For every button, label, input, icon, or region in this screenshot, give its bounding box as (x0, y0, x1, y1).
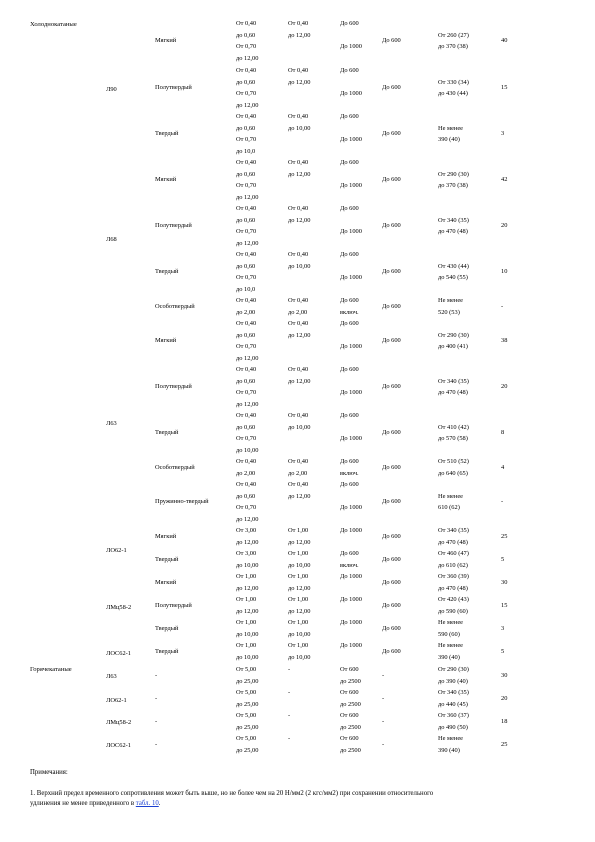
thickness-cell: до 10,00 (236, 654, 259, 661)
length-cell: До 600 (382, 429, 401, 436)
width-cell: до 10,00 (288, 654, 311, 661)
thickness-cell: до 10,00 (236, 631, 259, 638)
state-cell: Мягкий (155, 176, 177, 183)
thickness-cell: От 1,00 (236, 573, 257, 580)
elongation-cell: - (501, 498, 504, 505)
thickness-cell: От 0,40 (236, 159, 257, 166)
size-cell: До 600 (340, 297, 359, 304)
strength-cell: От 330 (34) (438, 79, 469, 86)
size-cell: До 1000 (340, 504, 362, 511)
width-cell: От 1,00 (288, 642, 309, 649)
strength-cell: От 340 (35) (438, 217, 469, 224)
size-cell: До 1000 (340, 228, 362, 235)
thickness-cell: От 5,00 (236, 712, 257, 719)
width-cell: От 0,40 (288, 366, 309, 373)
length-cell: - (382, 718, 385, 725)
strength-cell: до 470 (48) (438, 389, 468, 396)
size-cell: До 600 (340, 159, 359, 166)
thickness-cell: до 12,00 (236, 516, 259, 523)
state-cell: Мягкий (155, 337, 177, 344)
strength-cell: От 290 (30) (438, 332, 469, 339)
size-cell: до 2500 (340, 701, 361, 708)
width-cell: От 0,40 (288, 159, 309, 166)
thickness-cell: От 0,40 (236, 113, 257, 120)
size-cell: До 600 (340, 412, 359, 419)
width-cell: От 1,00 (288, 550, 309, 557)
thickness-cell: до 10,00 (236, 447, 259, 454)
length-cell: До 600 (382, 130, 401, 137)
thickness-cell: От 0,40 (236, 412, 257, 419)
elongation-cell: 20 (501, 695, 508, 702)
width-cell: до 2,00 (288, 309, 308, 316)
length-cell: До 600 (382, 556, 401, 563)
elongation-cell: 10 (501, 268, 508, 275)
width-cell: От 0,40 (288, 297, 309, 304)
strength-cell: до 390 (40) (438, 678, 468, 685)
width-cell: - (288, 735, 291, 742)
strength-cell: до 370 (38) (438, 43, 468, 50)
thickness-cell: От 0,70 (236, 136, 257, 143)
length-cell: До 600 (382, 383, 401, 390)
strength-cell: Не менее (438, 125, 464, 132)
size-cell: От 600 (340, 712, 359, 719)
elongation-cell: 25 (501, 533, 508, 540)
width-cell: до 10,00 (288, 263, 311, 270)
state-cell: Мягкий (155, 579, 177, 586)
strength-cell: От 420 (43) (438, 596, 469, 603)
size-cell: До 1000 (340, 619, 362, 626)
size-cell: До 1000 (340, 43, 362, 50)
thickness-cell: От 0,40 (236, 366, 257, 373)
thickness-cell: до 12,00 (236, 102, 259, 109)
strength-cell: до 430 (44) (438, 90, 468, 97)
thickness-cell: до 25,00 (236, 678, 259, 685)
length-cell: До 600 (382, 579, 401, 586)
state-cell: Мягкий (155, 533, 177, 540)
strength-cell: От 290 (30) (438, 171, 469, 178)
width-cell: до 10,00 (288, 125, 311, 132)
section-hot-rolled: Горячекатаные (30, 666, 72, 673)
thickness-cell: до 0,60 (236, 378, 256, 385)
thickness-cell: От 0,70 (236, 343, 257, 350)
size-cell: До 1000 (340, 90, 362, 97)
strength-cell: 520 (53) (438, 309, 460, 316)
state-cell: Полутвердый (155, 222, 192, 229)
grade-los62-hot: ЛОС62-1 (106, 742, 132, 749)
state-cell: Твердый (155, 625, 179, 632)
thickness-cell: до 10,00 (236, 562, 259, 569)
width-cell: до 12,00 (288, 539, 311, 546)
width-cell: - (288, 689, 291, 696)
thickness-cell: до 10,0 (236, 148, 256, 155)
thickness-cell: От 0,40 (236, 320, 257, 327)
length-cell: До 600 (382, 498, 401, 505)
state-cell: Пружинно-твердый (155, 498, 209, 505)
length-cell: До 600 (382, 602, 401, 609)
size-cell: До 1000 (340, 343, 362, 350)
length-cell: - (382, 741, 385, 748)
strength-cell: до 440 (45) (438, 701, 468, 708)
strength-cell: до 610 (62) (438, 562, 468, 569)
width-cell: От 0,40 (288, 205, 309, 212)
width-cell: От 0,40 (288, 20, 309, 27)
strength-cell: От 430 (44) (438, 263, 469, 270)
state-cell: Особотвердый (155, 303, 195, 310)
section-cold-rolled: Холоднокатаные (30, 21, 77, 28)
state-cell: Твердый (155, 648, 179, 655)
strength-cell: От 340 (35) (438, 378, 469, 385)
size-cell: До 600 (340, 320, 359, 327)
width-cell: От 0,40 (288, 67, 309, 74)
elongation-cell: 15 (501, 84, 508, 91)
size-cell: До 600 (340, 481, 359, 488)
thickness-cell: до 10,0 (236, 286, 256, 293)
size-cell: До 1000 (340, 136, 362, 143)
strength-cell: до 470 (48) (438, 228, 468, 235)
strength-cell: 390 (40) (438, 747, 460, 754)
table-10-link[interactable]: табл. 10 (135, 800, 159, 807)
size-cell: включ. (340, 309, 359, 316)
elongation-cell: 25 (501, 741, 508, 748)
size-cell: включ. (340, 470, 359, 477)
thickness-cell: до 0,60 (236, 332, 256, 339)
state-cell: Твердый (155, 130, 179, 137)
thickness-cell: до 12,00 (236, 355, 259, 362)
state-cell: Твердый (155, 268, 179, 275)
width-cell: до 10,00 (288, 631, 311, 638)
width-cell: От 1,00 (288, 619, 309, 626)
thickness-cell: до 2,00 (236, 470, 256, 477)
thickness-cell: до 12,00 (236, 539, 259, 546)
thickness-cell: до 12,00 (236, 194, 259, 201)
thickness-cell: до 25,00 (236, 747, 259, 754)
size-cell: включ. (340, 562, 359, 569)
thickness-cell: От 0,40 (236, 205, 257, 212)
note-line-1: 1. Верхний предел временного сопротивления может быть выше, но не более чем на 20 Н/мм2 (2 кгс/мм2) при сохранении относительного (30, 790, 434, 797)
length-cell: До 600 (382, 176, 401, 183)
grade-lo62-hot: ЛО62-1 (106, 697, 127, 704)
size-cell: До 600 (340, 366, 359, 373)
width-cell: до 2,00 (288, 470, 308, 477)
size-cell: До 600 (340, 20, 359, 27)
note-line-2-text: удлинения не менее приведенного в (30, 800, 136, 807)
thickness-cell: до 12,00 (236, 608, 259, 615)
thickness-cell: От 0,70 (236, 504, 257, 511)
grade-l63: Л63 (106, 420, 117, 427)
strength-cell: Не менее (438, 619, 464, 626)
width-cell: до 10,00 (288, 562, 311, 569)
width-cell: От 0,40 (288, 320, 309, 327)
strength-cell: до 470 (48) (438, 585, 468, 592)
width-cell: От 1,00 (288, 527, 309, 534)
thickness-cell: От 0,70 (236, 43, 257, 50)
width-cell: до 12,00 (288, 79, 311, 86)
size-cell: До 1000 (340, 274, 362, 281)
elongation-cell: 4 (501, 464, 505, 471)
thickness-cell: до 25,00 (236, 724, 259, 731)
thickness-cell: до 0,60 (236, 424, 256, 431)
width-cell: - (288, 666, 291, 673)
width-cell: - (288, 712, 291, 719)
size-cell: От 600 (340, 689, 359, 696)
width-cell: до 12,00 (288, 217, 311, 224)
grade-lmc58-hot: ЛМц58-2 (106, 719, 132, 726)
width-cell: до 12,00 (288, 32, 311, 39)
size-cell: До 1000 (340, 389, 362, 396)
size-cell: До 600 (340, 550, 359, 557)
width-cell: до 12,00 (288, 378, 311, 385)
thickness-cell: до 0,60 (236, 125, 256, 132)
thickness-cell: От 5,00 (236, 666, 257, 673)
grade-l68: Л68 (106, 236, 117, 243)
thickness-cell: От 0,40 (236, 67, 257, 74)
grade-lmc58: ЛМц58-2 (106, 604, 132, 611)
state-cell: Полутвердый (155, 602, 192, 609)
grade-los62: ЛОС62-1 (106, 650, 132, 657)
thickness-cell: до 12,00 (236, 240, 259, 247)
elongation-cell: 18 (501, 718, 508, 725)
strength-cell: до 400 (41) (438, 343, 468, 350)
thickness-cell: От 0,40 (236, 251, 257, 258)
size-cell: До 1000 (340, 527, 362, 534)
thickness-cell: От 0,40 (236, 297, 257, 304)
thickness-cell: От 0,40 (236, 481, 257, 488)
size-cell: От 600 (340, 735, 359, 742)
thickness-cell: От 0,70 (236, 389, 257, 396)
strength-cell: Не менее (438, 735, 464, 742)
size-cell: До 1000 (340, 642, 362, 649)
state-cell: - (155, 695, 158, 702)
length-cell: До 600 (382, 84, 401, 91)
width-cell: От 1,00 (288, 596, 309, 603)
strength-cell: до 590 (60) (438, 608, 468, 615)
thickness-cell: От 5,00 (236, 689, 257, 696)
elongation-cell: 20 (501, 383, 508, 390)
strength-cell: От 410 (42) (438, 424, 469, 431)
thickness-cell: От 5,00 (236, 735, 257, 742)
size-cell: До 600 (340, 67, 359, 74)
elongation-cell: 20 (501, 222, 508, 229)
thickness-cell: От 0,40 (236, 458, 257, 465)
strength-cell: От 460 (47) (438, 550, 469, 557)
thickness-cell: до 2,00 (236, 309, 256, 316)
strength-cell: 610 (62) (438, 504, 460, 511)
strength-cell: 390 (40) (438, 654, 460, 661)
strength-cell: От 340 (35) (438, 689, 469, 696)
size-cell: До 1000 (340, 596, 362, 603)
strength-cell: От 360 (37) (438, 712, 469, 719)
thickness-cell: до 25,00 (236, 701, 259, 708)
size-cell: До 1000 (340, 182, 362, 189)
size-cell: до 2500 (340, 678, 361, 685)
elongation-cell: 38 (501, 337, 508, 344)
note-line-2-end: . (158, 800, 161, 807)
elongation-cell: - (501, 303, 504, 310)
state-cell: - (155, 741, 158, 748)
grade-lo62: ЛО62-1 (106, 547, 127, 554)
state-cell: - (155, 672, 158, 679)
state-cell: Особотвердый (155, 464, 195, 471)
state-cell: Твердый (155, 429, 179, 436)
length-cell: До 600 (382, 625, 401, 632)
strength-cell: 390 (40) (438, 136, 460, 143)
width-cell: От 0,40 (288, 481, 309, 488)
thickness-cell: От 0,70 (236, 435, 257, 442)
length-cell: - (382, 695, 385, 702)
strength-cell: Не менее (438, 642, 464, 649)
thickness-cell: От 1,00 (236, 596, 257, 603)
width-cell: От 0,40 (288, 113, 309, 120)
note-line-2 (30, 800, 160, 808)
size-cell: до 2500 (340, 747, 361, 754)
strength-cell: до 370 (38) (438, 182, 468, 189)
elongation-cell: 40 (501, 37, 508, 44)
length-cell: До 600 (382, 464, 401, 471)
thickness-cell: От 1,00 (236, 619, 257, 626)
size-cell: До 1000 (340, 435, 362, 442)
width-cell: до 12,00 (288, 493, 311, 500)
elongation-cell: 42 (501, 176, 508, 183)
strength-cell: От 510 (52) (438, 458, 469, 465)
strength-cell: Не менее (438, 493, 464, 500)
elongation-cell: 3 (501, 625, 505, 632)
state-cell: Полутвердый (155, 84, 192, 91)
thickness-cell: до 0,60 (236, 217, 256, 224)
thickness-cell: От 0,70 (236, 90, 257, 97)
width-cell: до 10,00 (288, 424, 311, 431)
strength-cell: От 360 (39) (438, 573, 469, 580)
width-cell: От 0,40 (288, 251, 309, 258)
thickness-cell: до 0,60 (236, 32, 256, 39)
thickness-cell: до 0,60 (236, 263, 256, 270)
elongation-cell: 5 (501, 648, 505, 655)
strength-cell: до 470 (48) (438, 539, 468, 546)
width-cell: до 12,00 (288, 171, 311, 178)
elongation-cell: 8 (501, 429, 505, 436)
thickness-cell: до 12,00 (236, 401, 259, 408)
length-cell: - (382, 672, 385, 679)
state-cell: Мягкий (155, 37, 177, 44)
length-cell: До 600 (382, 222, 401, 229)
thickness-cell: От 0,70 (236, 228, 257, 235)
strength-cell: до 640 (65) (438, 470, 468, 477)
width-cell: От 1,00 (288, 573, 309, 580)
thickness-cell: до 12,00 (236, 55, 259, 62)
length-cell: До 600 (382, 37, 401, 44)
elongation-cell: 3 (501, 130, 505, 137)
thickness-cell: От 1,00 (236, 642, 257, 649)
size-cell: От 600 (340, 666, 359, 673)
state-cell: Полутвердый (155, 383, 192, 390)
thickness-cell: От 0,70 (236, 274, 257, 281)
strength-cell: Не менее (438, 297, 464, 304)
length-cell: До 600 (382, 268, 401, 275)
size-cell: до 2500 (340, 724, 361, 731)
length-cell: До 600 (382, 533, 401, 540)
size-cell: До 600 (340, 113, 359, 120)
size-cell: До 600 (340, 458, 359, 465)
size-cell: До 1000 (340, 573, 362, 580)
grade-l90: Л90 (106, 86, 117, 93)
thickness-cell: до 0,60 (236, 493, 256, 500)
size-cell: До 600 (340, 251, 359, 258)
thickness-cell: От 0,70 (236, 182, 257, 189)
elongation-cell: 15 (501, 602, 508, 609)
notes-heading: Примечания: (30, 769, 68, 776)
strength-cell: до 570 (58) (438, 435, 468, 442)
elongation-cell: 5 (501, 556, 505, 563)
strength-cell: 590 (60) (438, 631, 460, 638)
width-cell: до 12,00 (288, 585, 311, 592)
width-cell: до 12,00 (288, 608, 311, 615)
grade-l63-hot: Л63 (106, 673, 117, 680)
thickness-cell: до 0,60 (236, 79, 256, 86)
elongation-cell: 30 (501, 579, 508, 586)
length-cell: До 600 (382, 303, 401, 310)
width-cell: От 0,40 (288, 412, 309, 419)
size-cell: До 600 (340, 205, 359, 212)
thickness-cell: до 0,60 (236, 171, 256, 178)
strength-cell: От 340 (35) (438, 527, 469, 534)
length-cell: До 600 (382, 337, 401, 344)
state-cell: Твердый (155, 556, 179, 563)
thickness-cell: От 3,00 (236, 527, 257, 534)
strength-cell: От 290 (30) (438, 666, 469, 673)
strength-cell: до 540 (55) (438, 274, 468, 281)
strength-cell: От 260 (27) (438, 32, 469, 39)
width-cell: до 12,00 (288, 332, 311, 339)
state-cell: - (155, 718, 158, 725)
thickness-cell: От 3,00 (236, 550, 257, 557)
thickness-cell: От 0,40 (236, 20, 257, 27)
thickness-cell: до 12,00 (236, 585, 259, 592)
length-cell: До 600 (382, 648, 401, 655)
strength-cell: до 490 (50) (438, 724, 468, 731)
width-cell: От 0,40 (288, 458, 309, 465)
elongation-cell: 30 (501, 672, 508, 679)
